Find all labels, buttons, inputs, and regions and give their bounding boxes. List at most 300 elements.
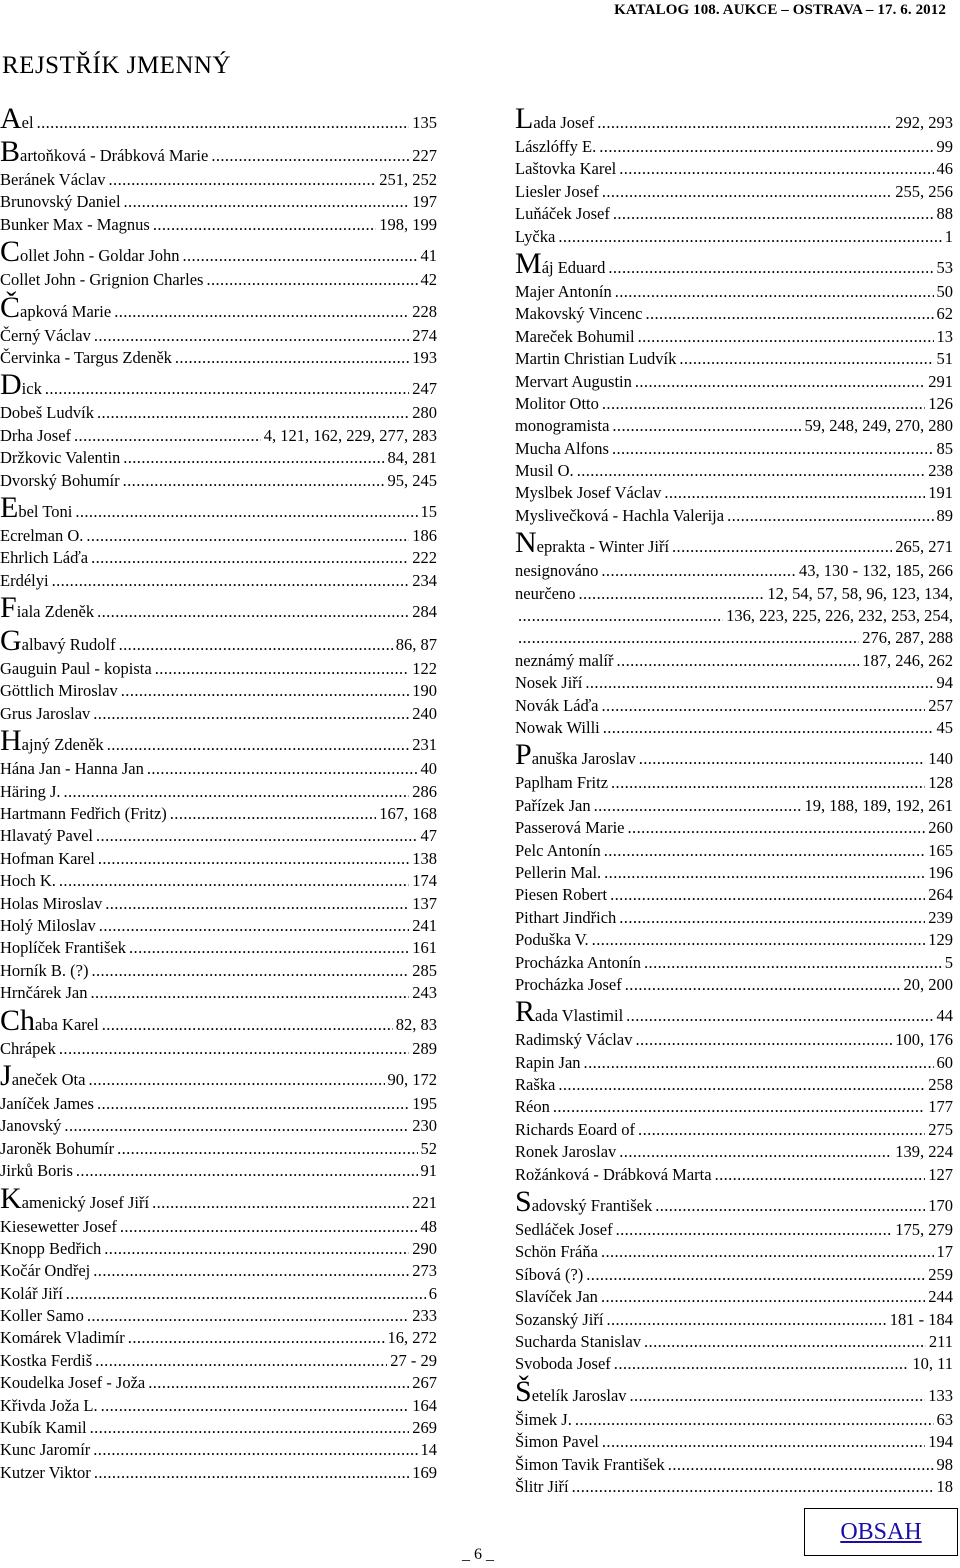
entry-initial: A — [0, 102, 22, 135]
leader-dots — [119, 629, 393, 661]
leader-dots — [59, 1038, 409, 1060]
index-entry — [0, 1115, 437, 1137]
index-entry — [0, 758, 437, 780]
entry-name: Majer Antonín — [515, 281, 612, 301]
entry-pages: 170 — [928, 1196, 953, 1216]
entry-name-rest: ollet John - Goldar John — [20, 246, 180, 266]
index-entry — [515, 104, 953, 136]
entry-name — [0, 490, 73, 528]
entry-name: Kiesewetter Josef — [0, 1216, 117, 1236]
leader-dots — [626, 1000, 933, 1032]
leader-dots — [615, 281, 934, 303]
entry-name — [515, 997, 623, 1032]
entry-initial: K — [0, 1181, 22, 1215]
entry-name: Sedláček Josef — [515, 1220, 613, 1240]
leader-dots — [97, 1093, 409, 1115]
index-entry — [515, 907, 953, 929]
index-entry — [0, 570, 437, 592]
entry-initial: P — [515, 738, 532, 772]
entry-pages: 169 — [412, 1462, 437, 1482]
entry-pages: 89 — [936, 505, 953, 525]
entry-pages: 40 — [420, 759, 437, 779]
entry-pages: 51 — [936, 349, 953, 369]
leader-dots — [97, 596, 409, 628]
entry-pages: 53 — [936, 257, 953, 277]
entry-pages: 195 — [412, 1093, 437, 1113]
entry-pages: 230 — [412, 1116, 437, 1136]
entry-name: Knopp Bedřich — [0, 1238, 102, 1258]
entry-name: Makovský Vincenc — [515, 304, 643, 324]
index-entry — [515, 717, 953, 739]
entry-pages: 273 — [412, 1261, 437, 1281]
entry-name: Sucharda Stanislav — [515, 1331, 642, 1351]
obsah-link[interactable]: OBSAH — [804, 1508, 958, 1556]
entry-name: Hlavatý Pavel — [0, 826, 94, 846]
entry-name-rest: artoňková - Drábková Marie — [20, 146, 209, 165]
entry-pages: 227 — [412, 146, 437, 165]
entry-pages: 82, 83 — [395, 1014, 437, 1034]
leader-dots — [91, 982, 410, 1004]
leader-dots — [94, 1462, 409, 1484]
entry-name-rest: bel Toni — [18, 501, 73, 521]
entry-pages: 231 — [412, 735, 437, 755]
entry-pages: 187, 246, 262 — [862, 650, 953, 670]
leader-dots — [206, 269, 417, 291]
leader-dots — [97, 402, 409, 424]
entry-name: Ronek Jaroslav — [515, 1142, 617, 1162]
leader-dots — [147, 758, 418, 780]
entry-name: Pelc Antonín — [515, 840, 601, 860]
entry-name: Kunc Jaromír — [0, 1440, 91, 1460]
index-entry — [0, 893, 437, 915]
index-entry — [0, 1003, 437, 1038]
entry-pages: 27 - 29 — [390, 1350, 437, 1370]
entry-name-rest: etelík Jaroslav — [531, 1385, 627, 1405]
entry-name: Collet John - Grignion Charles — [0, 270, 204, 290]
index-entry — [515, 672, 953, 694]
entry-pages: 243 — [412, 983, 437, 1003]
entry-name: Lyčka — [515, 226, 556, 246]
index-entry — [0, 1417, 437, 1439]
leader-dots — [668, 1454, 934, 1476]
index-column-right — [515, 103, 953, 1498]
leader-dots — [211, 140, 409, 172]
leader-dots — [639, 743, 926, 775]
entry-pages: 241 — [412, 915, 437, 935]
leader-dots — [608, 252, 933, 284]
index-entry — [0, 290, 437, 325]
entry-name-rest: aneček Ota — [11, 1069, 86, 1089]
index-entry — [0, 1181, 437, 1216]
entry-name: Procházka Josef — [515, 974, 622, 994]
index-entry — [515, 1374, 953, 1409]
leader-dots — [175, 347, 409, 369]
index-entry — [515, 1241, 953, 1263]
leader-dots — [75, 496, 417, 528]
entry-name: Držkovic Valentin — [0, 448, 121, 468]
leader-dots — [635, 1029, 892, 1051]
entry-initial: R — [515, 995, 536, 1029]
leader-dots — [93, 703, 409, 725]
entry-name-rest: ada Josef — [533, 113, 595, 132]
leader-dots — [602, 1431, 925, 1453]
entry-pages: 99 — [936, 137, 953, 156]
entry-name: Chrápek — [0, 1038, 56, 1058]
leader-dots — [102, 1009, 393, 1041]
entry-name-rest: ada Vlastimil — [535, 1006, 624, 1026]
entry-pages: 127 — [928, 1164, 953, 1184]
entry-pages: 274 — [412, 325, 437, 345]
leader-dots — [601, 560, 796, 582]
entry-name: Paplham Fritz — [515, 773, 609, 793]
index-entry — [515, 952, 953, 974]
entry-name: Kolář Jiří — [0, 1283, 63, 1303]
leader-dots — [586, 1264, 925, 1286]
entry-pages: 197 — [412, 192, 437, 212]
entry-pages: 258 — [928, 1075, 953, 1095]
entry-name: Pellerin Mal. — [515, 862, 602, 882]
entry-initial: G — [0, 624, 22, 658]
entry-name: Šimon Tavik František — [515, 1454, 665, 1474]
entry-pages: 239 — [928, 907, 953, 927]
leader-dots — [597, 107, 892, 139]
index-entry — [515, 1029, 953, 1051]
entry-pages: 95, 245 — [387, 470, 437, 490]
entry-name: Hoch K. — [0, 871, 56, 891]
entry-name: Horník B. (?) — [0, 960, 89, 980]
index-entry — [0, 870, 437, 892]
index-entry — [0, 626, 437, 658]
entry-pages: 14 — [420, 1440, 437, 1460]
entry-pages: 175, 279 — [895, 1220, 953, 1240]
leader-dots — [93, 1439, 417, 1461]
entry-pages: 48 — [420, 1216, 437, 1236]
entry-name: Černý Václav — [0, 325, 91, 345]
entry-pages: 138 — [412, 848, 437, 868]
leader-dots — [93, 1260, 409, 1282]
leader-dots — [99, 915, 409, 937]
entry-name: Koller Samo — [0, 1306, 84, 1326]
leader-dots — [619, 907, 925, 929]
entry-name: Piesen Robert — [515, 885, 608, 905]
index-entry — [515, 1309, 953, 1331]
entry-name: Erdélyi — [0, 570, 49, 590]
leader-dots — [592, 929, 926, 951]
leader-dots — [59, 870, 409, 892]
entry-pages: 247 — [412, 379, 437, 399]
index-entry — [0, 169, 437, 191]
index-entry — [0, 1160, 437, 1182]
entry-name: Janovský — [0, 1116, 62, 1136]
entry-pages: 85 — [936, 438, 953, 458]
leader-dots — [114, 296, 409, 328]
index-entry — [515, 393, 953, 415]
entry-name: Holas Miroslav — [0, 893, 103, 913]
index-entry — [0, 1216, 437, 1238]
entry-name: Síbová (?) — [515, 1264, 584, 1284]
leader-dots — [625, 974, 901, 996]
entry-pages: 16, 272 — [387, 1328, 437, 1348]
entry-initial: S — [515, 1185, 532, 1219]
index-entry — [515, 460, 953, 482]
entry-pages: 286 — [412, 781, 437, 801]
leader-dots — [518, 605, 723, 627]
leader-dots — [617, 650, 860, 672]
entry-pages: 133 — [928, 1385, 953, 1405]
index-entry — [515, 795, 953, 817]
leader-dots — [91, 547, 409, 569]
index-entry — [515, 348, 953, 370]
entry-name: Hoplíček František — [0, 938, 127, 958]
index-entry — [515, 650, 953, 672]
index-entry — [515, 1264, 953, 1286]
index-entry — [515, 862, 953, 884]
entry-name — [0, 237, 180, 272]
entry-name — [0, 370, 42, 405]
index-entry — [515, 1164, 953, 1186]
entry-pages: 181 - 184 — [889, 1309, 953, 1329]
entry-name: Křivda Joža L. — [0, 1395, 98, 1415]
entry-name: Martin Christian Ludvík — [515, 349, 677, 369]
index-entry — [0, 237, 437, 269]
leader-dots — [121, 680, 409, 702]
leader-dots — [599, 136, 933, 158]
leader-dots — [64, 1115, 409, 1137]
entry-name: Dvorský Bohumír — [0, 470, 120, 490]
index-entry — [515, 884, 953, 906]
entry-pages: 20, 200 — [903, 974, 953, 994]
page-title: REJSTŘÍK JMENNÝ — [2, 52, 232, 79]
index-entry — [515, 482, 953, 504]
leader-dots — [655, 1190, 925, 1222]
entry-pages: 161 — [412, 938, 437, 958]
entry-name: Raška — [515, 1075, 556, 1095]
entry-pages: 165 — [928, 840, 953, 860]
entry-initial: M — [515, 246, 542, 280]
leader-dots — [611, 772, 925, 794]
leader-dots — [727, 505, 933, 527]
entry-pages: 140 — [928, 749, 953, 769]
leader-dots — [715, 1164, 926, 1186]
entry-name: Myslivečková - Hachla Valerija — [515, 505, 725, 525]
leader-dots — [104, 1238, 409, 1260]
index-entry — [0, 982, 437, 1004]
leader-dots — [630, 1380, 926, 1412]
leader-dots — [644, 1331, 926, 1353]
entry-name: Slavíček Jan — [515, 1287, 598, 1307]
leader-dots — [52, 570, 410, 592]
leader-dots — [645, 303, 933, 325]
entry-name — [515, 104, 594, 139]
leader-dots — [109, 169, 377, 191]
entry-pages: 1 — [944, 226, 953, 246]
entry-name — [0, 1181, 150, 1219]
entry-pages: 292, 293 — [895, 113, 953, 132]
index-entry — [515, 605, 953, 627]
entry-name-rest: ajný Zdeněk — [21, 735, 104, 755]
entry-name: Jaroněk Bohumír — [0, 1138, 115, 1158]
entry-pages: 174 — [412, 871, 437, 891]
entry-name — [515, 1187, 652, 1222]
leader-dots — [105, 893, 409, 915]
index-entry — [0, 269, 437, 291]
leader-dots — [613, 203, 934, 225]
entry-name: Kočár Ondřej — [0, 1261, 91, 1281]
entry-pages: 91 — [420, 1161, 437, 1181]
entry-name: Beránek Václav — [0, 170, 106, 189]
index-entry — [515, 583, 953, 605]
index-entry — [515, 1074, 953, 1096]
entry-name: Sozanský Jiří — [515, 1309, 604, 1329]
entry-name: Laštovka Karel — [515, 159, 617, 179]
entry-initial: Č — [0, 290, 21, 324]
entry-name: Pithart Jindřich — [515, 907, 617, 927]
entry-name: Kostka Ferdiš — [0, 1350, 93, 1370]
entry-pages: 137 — [412, 893, 437, 913]
leader-dots — [664, 482, 925, 504]
leader-dots — [558, 1074, 925, 1096]
leader-dots — [606, 1309, 886, 1331]
index-entry — [515, 627, 953, 649]
entry-name: Svoboda Josef — [515, 1354, 611, 1374]
leader-dots — [594, 795, 802, 817]
leader-dots — [74, 425, 261, 447]
entry-name: Rapin Jan — [515, 1052, 581, 1072]
entry-name: Drha Josef — [0, 425, 72, 445]
entry-pages: 63 — [936, 1409, 953, 1429]
entry-pages: 275 — [928, 1119, 953, 1139]
entry-pages: 196 — [928, 862, 953, 882]
index-entry — [0, 1350, 437, 1372]
entry-pages: 291 — [928, 371, 953, 391]
leader-dots — [66, 1283, 426, 1305]
index-entry — [0, 1395, 437, 1417]
entry-pages: 90, 172 — [387, 1069, 437, 1089]
index-entry — [0, 680, 437, 702]
index-entry — [515, 974, 953, 996]
leader-dots — [128, 1327, 385, 1349]
leader-dots — [94, 325, 409, 347]
leader-dots — [87, 1305, 409, 1327]
leader-dots — [553, 1096, 925, 1118]
entry-name: Häring J. — [0, 781, 61, 801]
entry-name: Hána Jan - Hanna Jan — [0, 759, 144, 779]
entry-name-rest: adovský František — [531, 1196, 653, 1216]
entry-pages: 233 — [412, 1306, 437, 1326]
entry-name: Hofman Karel — [0, 848, 95, 868]
entry-name: Ecrelman O. — [0, 525, 84, 545]
index-entry — [515, 1431, 953, 1453]
entry-name: Rožánková - Drábková Marta — [515, 1164, 712, 1184]
entry-pages: 260 — [928, 818, 953, 838]
entry-pages: 12, 54, 57, 58, 96, 123, 134, — [767, 583, 953, 603]
leader-dots — [170, 803, 376, 825]
leader-dots — [635, 371, 925, 393]
entry-initial: B — [0, 135, 21, 168]
index-entry — [0, 781, 437, 803]
entry-pages: 42 — [420, 270, 437, 290]
leader-dots — [584, 1052, 934, 1074]
entry-name: Réon — [515, 1097, 550, 1117]
index-entry — [515, 136, 953, 158]
entry-name: Richards Eoard of — [515, 1119, 636, 1139]
entry-name: Dobeš Ludvík — [0, 403, 94, 423]
entry-pages: 43, 130 - 132, 185, 266 — [799, 561, 953, 581]
index-entry — [515, 840, 953, 862]
entry-name-rest: apková Marie — [20, 301, 112, 321]
entry-name: Brunovský Daniel — [0, 192, 121, 212]
leader-dots — [619, 1141, 892, 1163]
index-entry — [0, 915, 437, 937]
index-entry — [0, 370, 437, 402]
entry-name — [515, 246, 606, 284]
entry-pages: 50 — [936, 281, 953, 301]
index-entry — [515, 1219, 953, 1241]
leader-dots — [672, 531, 892, 563]
entry-pages: 15 — [420, 501, 437, 521]
entry-pages: 211 — [928, 1331, 953, 1351]
entry-name: Šimon Pavel — [515, 1432, 599, 1452]
index-entry — [0, 1138, 437, 1160]
index-entry — [0, 703, 437, 725]
index-entry — [515, 371, 953, 393]
leader-dots — [64, 781, 410, 803]
leader-dots — [45, 373, 409, 405]
entry-name-rest: aba Karel — [35, 1014, 99, 1034]
entry-name: Hrnčárek Jan — [0, 983, 88, 1003]
entry-pages: 84, 281 — [387, 448, 437, 468]
index-entry — [515, 1141, 953, 1163]
entry-name: Koudelka Josef - Joža — [0, 1373, 146, 1393]
entry-pages: 240 — [412, 703, 437, 723]
entry-pages: 139, 224 — [895, 1142, 953, 1162]
index-entry — [515, 281, 953, 303]
entry-pages: 194 — [928, 1432, 953, 1452]
entry-initial: H — [0, 724, 22, 758]
leader-dots — [558, 226, 941, 248]
leader-dots — [107, 729, 410, 761]
entry-pages: 269 — [412, 1418, 437, 1438]
index-entry — [515, 929, 953, 951]
leader-dots — [604, 862, 925, 884]
entry-pages: 52 — [420, 1138, 437, 1158]
leader-dots — [679, 348, 933, 370]
entry-pages: 265, 271 — [895, 537, 953, 557]
index-entry — [0, 848, 437, 870]
entry-pages: 100, 176 — [895, 1030, 953, 1050]
index-entry — [0, 490, 437, 525]
leader-dots — [604, 840, 926, 862]
index-entry — [515, 158, 953, 180]
entry-name: Kutzer Viktor — [0, 1462, 91, 1482]
leader-dots — [155, 658, 410, 680]
entry-pages: 128 — [928, 773, 953, 793]
entry-pages: 6 — [428, 1283, 437, 1303]
entry-pages: 276, 287, 288 — [862, 628, 953, 648]
entry-name — [0, 726, 104, 761]
entry-name: Novák Láďa — [515, 695, 599, 715]
entry-pages: 228 — [412, 301, 437, 321]
entry-name: monogramista — [515, 416, 610, 436]
entry-pages: 267 — [412, 1373, 437, 1393]
index-entry — [0, 1283, 437, 1305]
entry-pages: 126 — [928, 393, 953, 413]
index-entry — [0, 960, 437, 982]
index-entry — [0, 425, 437, 447]
entry-name: Luňáček Josef — [515, 204, 610, 224]
entry-initial: C — [0, 235, 21, 269]
index-entry — [0, 1238, 437, 1260]
